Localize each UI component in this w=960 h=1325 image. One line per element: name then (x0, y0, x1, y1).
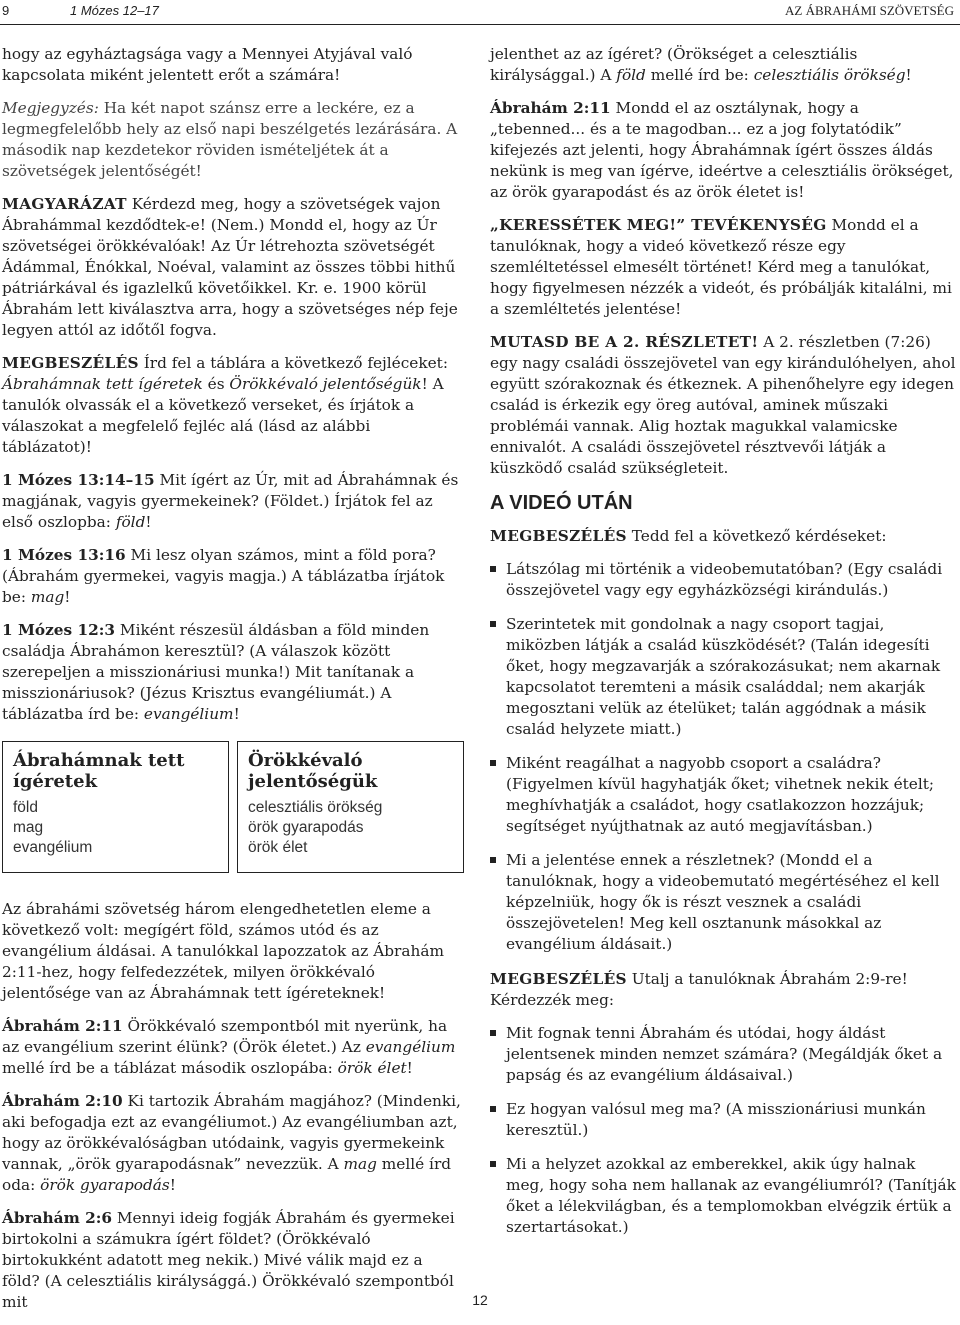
list-item: Látszólag mi történik a videobemutatóban? (Egy családi összejövetel vagy egy egyházközségi kirándulás.) (490, 559, 958, 601)
explanation-paragraph: MAGYARÁZAT Kérdezd meg, hogy a szövetségek vajon Ábrahámmal kezdődtek-e! (Nem.) Mondd el, hogy az Úr szövetségei örökkévalóak! Az Úr létrehozta szövetségét Ádámmal, Énókkal, Noéval, valamint az összes többi hithű pátriárkával és igazlelkű követőikkel. Kr. e. 1900 körül Ábrahám lett kiválasztva arra, hogy a szövetséges nép feje legyen attól az időtől fogva. (2, 195, 458, 339)
list-item: Mi a helyzet azokkal az emberekkel, akik úgy halnak meg, hogy soha nem hallanak az evangéliumról? (Tanítják őket a lélekvilágban, és a templomokban elvégzik értük a szertartásokat.) (490, 1154, 958, 1238)
verse-paragraph: 1 Mózes 12:3 Miként részesül áldásban a föld minden családja Ábrahámon keresztül? (A válaszok között szerepeljen a misszionáriusi munka!) Mit tanítanak a misszionáriusok? (Jézus Krisztus evangéliumát.) A táblázatba írd be: evangélium! (2, 621, 430, 723)
discussion-label: MEGBESZÉLÉS (490, 970, 627, 988)
explanation-label: MAGYARÁZAT (2, 195, 127, 213)
header-book-reference: 1 Mózes 12–17 (70, 3, 159, 18)
header-page-number: 9 (2, 3, 10, 18)
note-label: Megjegyzés: (2, 99, 99, 117)
activity-paragraph: „KERESSÉTEK MEG!” TEVÉKENYSÉG Mondd el a tanulóknak, hogy a videó következő része egy szemléltetéssel elmesélt történet! Kérd meg a tanulókat, hogy figyelmesen nézzék a videót, és próbálják kitalálni, mi a szemléltetés jelentése! (490, 216, 952, 318)
right-column (490, 44, 958, 1252)
scripture-ref: 1 Mózes 13:16 (2, 546, 126, 564)
scripture-ref: Ábrahám 2:11 (2, 1017, 123, 1035)
table-item: mag (13, 819, 44, 836)
significance-column (237, 741, 464, 873)
scripture-ref: 1 Mózes 12:3 (2, 621, 116, 639)
question-list (490, 559, 958, 955)
left-column (2, 44, 464, 1325)
page-number: 12 (472, 1292, 488, 1308)
discussion-paragraph: MEGBESZÉLÉS Írd fel a táblára a következő fejléceket: Ábrahámnak tett ígéretek és Örökkévaló jelentőségük! A tanulók olvassák el a következő verseket, és írjátok a válaszokat a megfelelő fejléc alá (lásd az alábbi táblázatot)! (2, 354, 448, 456)
abraham-paragraph: Ábrahám 2:10 Ki tartozik Ábrahám magjához? (Mindenki, aki befogadja ezt az evangéliumot.) Az evangéliumban azt, hogy az örökkévalóságban utódaink, vagyis gyermekeink vannak, „örök gyarapodásnak” nevezzük. A mag mellé írd oda: örök gyarapodás! (2, 1092, 461, 1194)
section-heading: A VIDEÓ UTÁN (490, 492, 633, 514)
scripture-ref: 1 Mózes 13:14–15 (2, 471, 155, 489)
covenant-paragraph: Az ábrahámi szövetség három elengedhetetlen eleme a következő volt: megígért föld, számos utód és az evangélium áldásai. A tanulókkal lapozzatok az Ábrahám 2:11-hez, hogy felfedezzétek, milyen örökkévaló jelentősége van az Ábrahámnak tett ígéreteknek! (2, 900, 444, 1002)
abraham-paragraph: Ábrahám 2:11 Mondd el az osztálynak, hogy a „tebenned... és a te magodban... ez a jog folytatódik” kifejezés azt jelenti, hogy Ábrahámnak ígért összes áldás nekünk is meg van ígérve, ideértve a celesztiális örökséget, az örök gyarapodást és az örök életet is! (490, 99, 954, 201)
header-rule (0, 24, 960, 25)
discussion-paragraph: MEGBESZÉLÉS Tedd fel a következő kérdéseket: (490, 527, 887, 545)
list-item: Ez hogyan valósul meg ma? (A misszionáriusi munkán keresztül.) (490, 1099, 958, 1141)
discussion-label: MEGBESZÉLÉS (2, 354, 139, 372)
table-item: örök gyarapodás (248, 819, 364, 836)
abraham-paragraph: Ábrahám 2:11 Örökkévaló szempontból mit nyerünk, ha az evangélium szerint élünk? (Örök életet.) Az evangélium mellé írd be a táblázat második oszlopába: örök élet! (2, 1017, 456, 1077)
scripture-ref: Ábrahám 2:11 (490, 99, 611, 117)
scripture-ref: Ábrahám 2:6 (2, 1209, 113, 1227)
abraham-paragraph: Ábrahám 2:6 Mennyi ideig fogják Ábrahám és gyermekei birtokolni a számukra ígért földet? (Örökkévaló birtokukként adatott meg nekik.) Mivé válik majd ez a föld? (A celesztiális királysággá.) Örökkévaló szempontból mit (2, 1209, 455, 1311)
activity-label: „KERESSÉTEK MEG!” TEVÉKENYSÉG (490, 216, 827, 234)
promises-table (2, 741, 464, 873)
scripture-ref: Ábrahám 2:10 (2, 1092, 123, 1110)
show-segment-label: MUTASD BE A 2. RÉSZLETET! (490, 333, 759, 351)
running-header (0, 3, 960, 23)
promises-column-header: Ábrahámnak tett ígéretek (13, 750, 185, 792)
question-list (490, 1023, 958, 1238)
list-item: Mit fognak tenni Ábrahám és utódai, hogy áldást jelentsenek minden nemzet számára? (Megáldják őket a papság és az evangélium áldásaival.) (490, 1023, 958, 1086)
verse-paragraph: 1 Mózes 13:16 Mi lesz olyan számos, mint a föld pora? (Ábrahám gyermekei, vagyis magja.) A táblázatba írjátok be: mag! (2, 546, 445, 606)
intro-paragraph: hogy az egyháztagsága vagy a Mennyei Atyjával való kapcsolata miként jelentett erőt a számára! (2, 45, 413, 84)
note-paragraph: Megjegyzés: Ha két napot szánsz erre a leckére, ez a legmegfelelőbb hely az első napi beszélgetés lezárására. A második nap kezdetekor röviden ismételjétek át a szövetségek jelentőségét! (2, 99, 458, 180)
header-section-title: AZ ÁBRAHÁMI SZÖVETSÉG (785, 3, 954, 18)
list-item: Szerintetek mit gondolnak a nagy csoport tagjai, miközben látják a család küszködését? (Talán idegesíti őket, hogy megzavarják a szórakozásukat; nem akarnak kapcsolatot teremteni a másik családdal; nem akarják megosztani velük az ételüket; talán aggódnak a másik család helyzete miatt.) (490, 614, 958, 740)
table-item: örök élet (248, 839, 308, 856)
discussion-label: MEGBESZÉLÉS (490, 527, 627, 545)
table-item: föld (13, 799, 38, 816)
promises-column (2, 741, 229, 873)
list-item: Miként reagálhat a nagyobb csoport a családra? (Figyelmen kívül hagyhatják őket; vihetnek nekik ételt; meghívhatják a családot, hogy csatlakozzon hozzájuk; segítséget nyújthatnak az autó megjavításban.) (490, 753, 958, 837)
discussion-paragraph: MEGBESZÉLÉS Utalj a tanulóknak Ábrahám 2:9-re! Kérdezzék meg: (490, 970, 908, 1009)
list-item: Mi a jelentése ennek a részletnek? (Mondd el a tanulóknak, hogy a videobemutató megértéséhez el kell képzelniük, hogy ők is részt vesznek a családi összejövetelen! Meg kell osztanunk másokkal az evangélium áldásait.) (490, 850, 958, 955)
verse-paragraph: 1 Mózes 13:14–15 Mit ígért az Úr, mit ad Ábrahámnak és magjának, vagyis gyermekeinek? (Földet.) Írjátok fel az első oszlopba: föld! (2, 471, 459, 531)
show-segment-paragraph: MUTASD BE A 2. RÉSZLETET! A 2. részletben (7:26) egy nagy családi összejövetel van egy kirándulóhelyen, ahol együtt szórakoznak és étkeznek. A pihenőhelyre egy idegen család is érkezik egy öreg autóval, aminek műszaki problémái vannak. Alig hoztak magukkal valamicske ennivalót. A családi összejövetel résztvevői látják a küszködő család szükségleteit. (490, 333, 956, 477)
table-item: evangélium (13, 839, 93, 856)
significance-column-header: Örökkévaló jelentőségük (248, 750, 378, 792)
table-item: celesztiális örökség (248, 799, 383, 816)
continued-paragraph: jelenthet az az ígéret? (Örökséget a celesztiális királysággal.) A föld mellé írd be: celesztiális örökség! (490, 45, 912, 84)
